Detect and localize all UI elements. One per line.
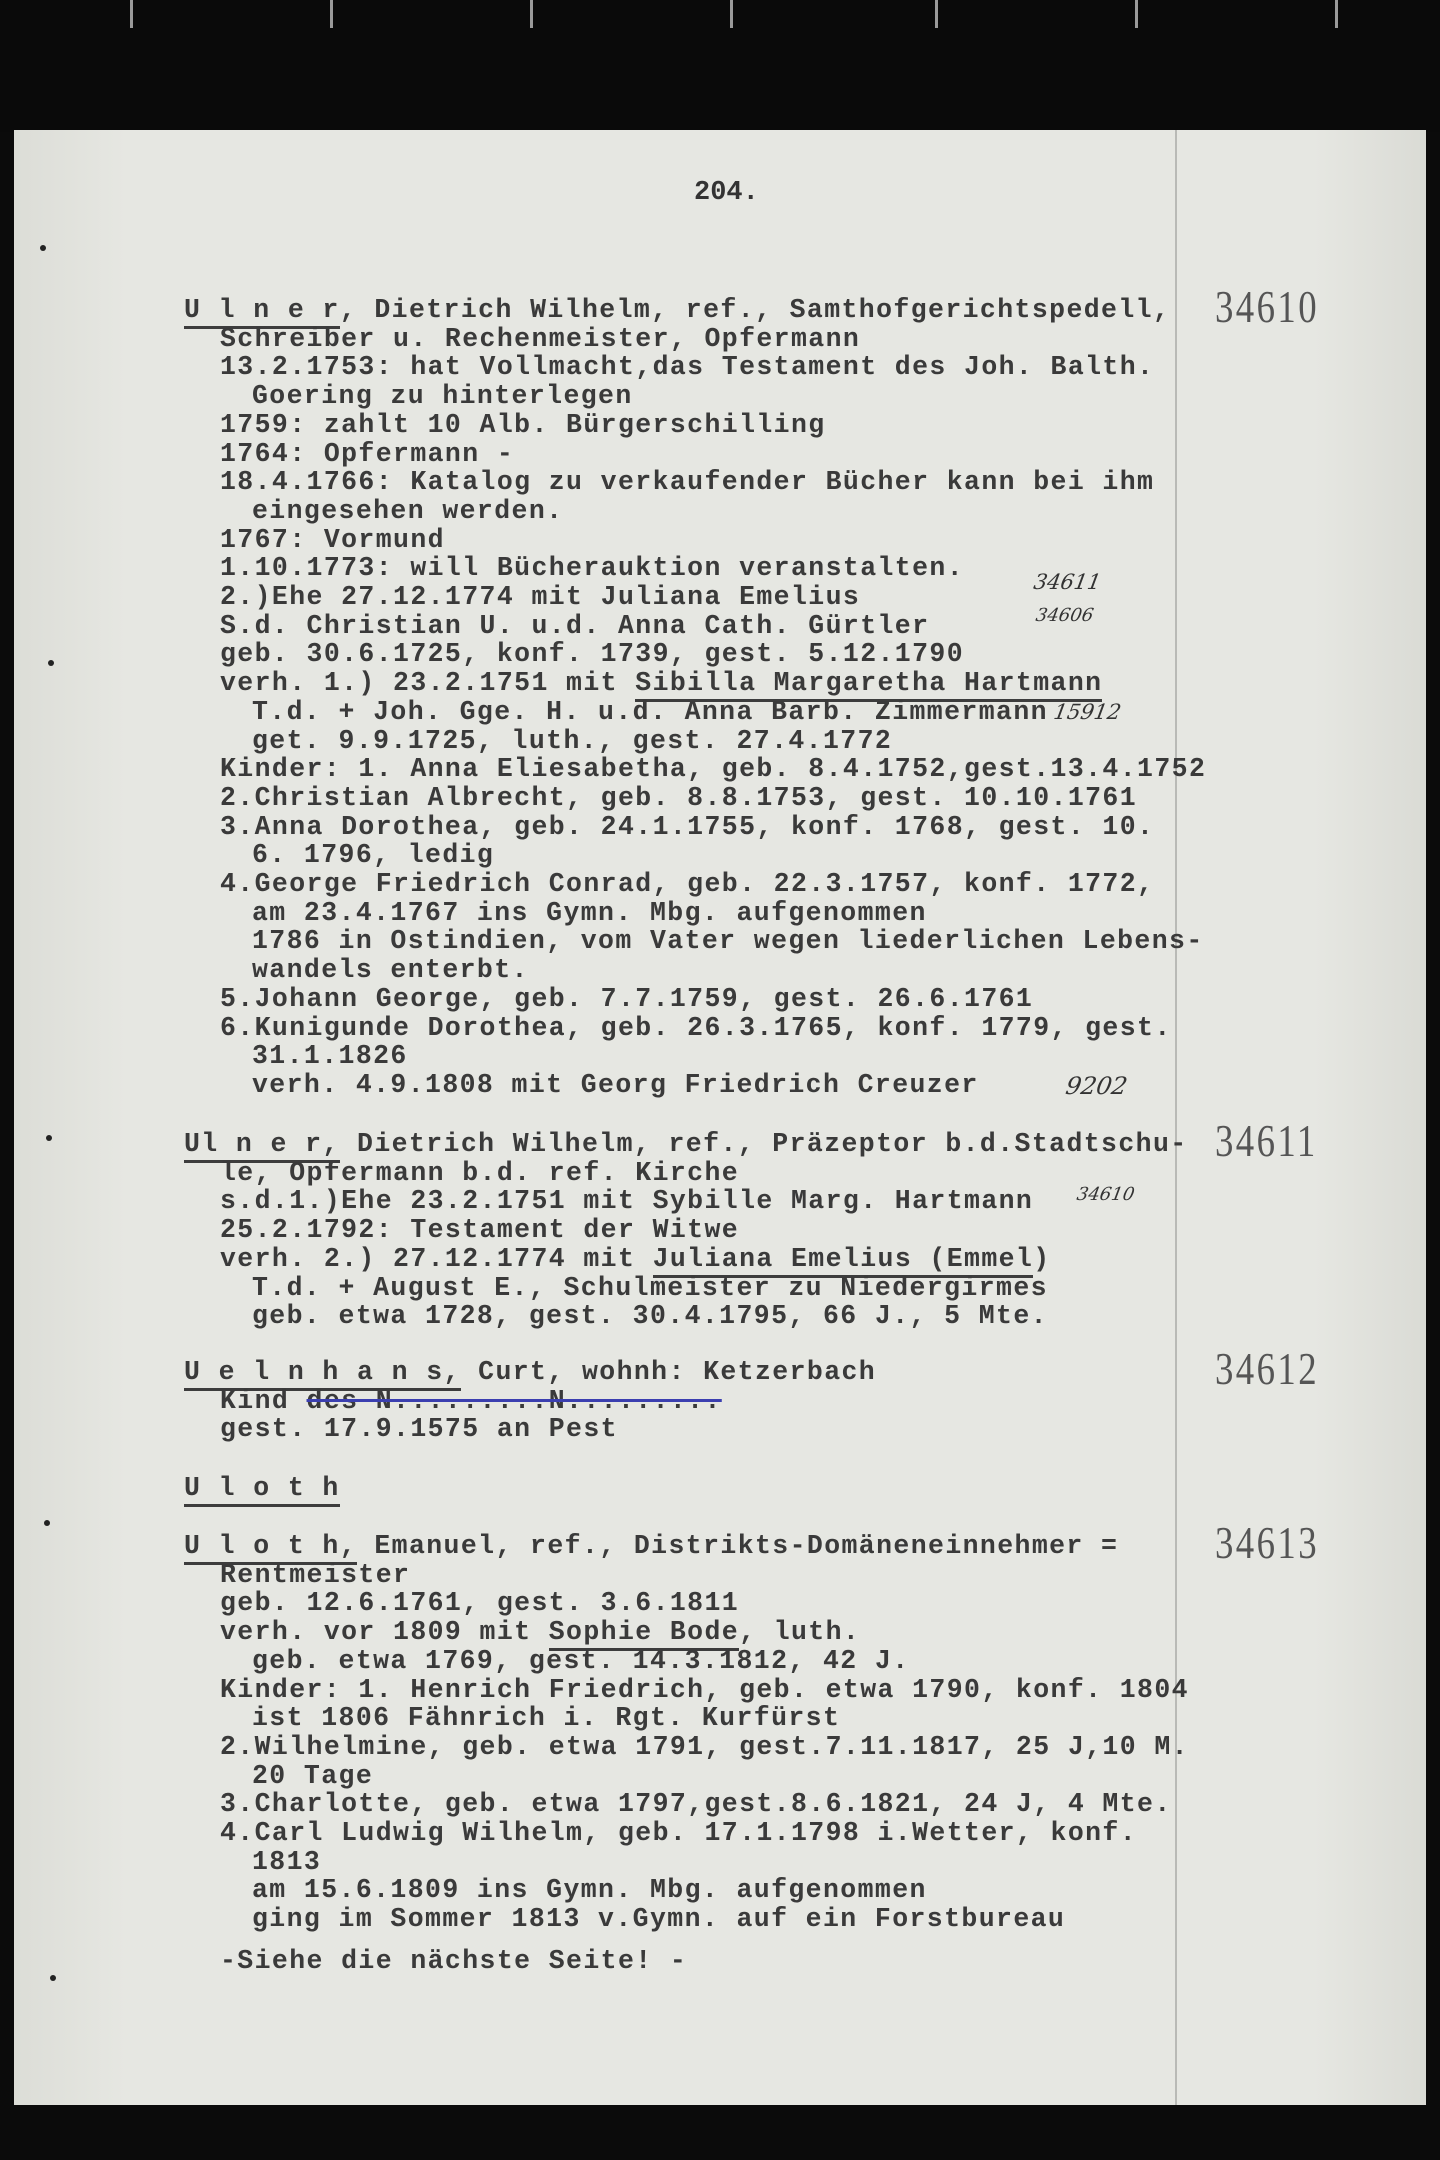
entry-text-line	[220, 669, 1102, 697]
entry-heading-line	[184, 296, 1170, 324]
entry-text-line	[252, 956, 529, 984]
entry-text-line	[220, 554, 964, 582]
text-segment: eingesehen werden.	[252, 495, 564, 526]
entry-heading-line	[184, 1358, 876, 1386]
text-segment: get. 9.9.1725, luth., gest. 27.4.1772	[252, 725, 893, 756]
text-segment: Curt, wohnh: Ketzerbach	[460, 1357, 877, 1387]
entry-text-line	[220, 640, 964, 668]
text-segment: geb. etwa 1769, gest. 14.3.1812, 42 J.	[252, 1645, 910, 1676]
text-segment: verh. 2.) 27.12.1774 mit	[220, 1243, 653, 1274]
underlined-name: U l n e r	[184, 295, 340, 329]
entry-text-line	[252, 698, 1048, 726]
entry-heading-line	[184, 1532, 1118, 1560]
text-segment: Goering zu hinterlegen	[252, 381, 633, 412]
punch-mark	[48, 660, 54, 666]
text-segment: s.d.1.)Ehe 23.2.1751 mit Sybille Marg. Hartmann	[220, 1186, 1034, 1217]
entry-text-line	[220, 1159, 739, 1187]
text-segment: 1.10.1773: will Bücherauktion veranstalten.	[220, 553, 965, 584]
text-segment: gest. 17.9.1575 an Pest	[220, 1414, 618, 1445]
text-segment: 1759: zahlt 10 Alb. Bürgerschilling	[220, 409, 826, 440]
handwritten-reference: 9202	[1063, 1072, 1130, 1100]
entry-text-line	[252, 1762, 373, 1790]
text-segment: 13.2.1753: hat Vollmacht,das Testament des Joh. Balth.	[220, 352, 1155, 383]
underlined-name: Sophie Bode	[549, 1617, 739, 1651]
entry-text-line	[220, 526, 445, 554]
text-segment: 6.Kunigunde Dorothea, geb. 26.3.1765, konf. 1779, gest.	[220, 1012, 1172, 1043]
border-tick	[730, 0, 733, 28]
border-tick	[130, 0, 133, 28]
entry-text-line	[220, 985, 1033, 1013]
text-segment: , luth.	[739, 1617, 861, 1648]
text-segment: Kinder: 1. Anna Eliesabetha, geb. 8.4.1752,gest.13.4.1752	[220, 754, 1207, 785]
text-segment: geb. etwa 1728, gest. 30.4.1795, 66 J., 5 Mte.	[252, 1301, 1048, 1332]
text-segment: 31.1.1826	[252, 1041, 408, 1072]
entry-text-line	[220, 1790, 1172, 1818]
entry-text-line	[252, 1302, 1048, 1330]
handwritten-reference: 34611	[1031, 570, 1103, 594]
text-segment: 4.George Friedrich Conrad, geb. 22.3.1757, konf. 1772,	[220, 869, 1155, 899]
entry-text-line	[220, 755, 1206, 783]
entry-text-line	[220, 1618, 860, 1646]
punch-mark	[44, 1520, 50, 1526]
entry-text-line	[220, 612, 929, 640]
text-segment: am 23.4.1767 ins Gymn. Mbg. aufgenommen	[252, 897, 927, 928]
text-segment: am 15.6.1809 ins Gymn. Mbg. aufgenommen	[252, 1875, 927, 1906]
entry-text-line	[252, 841, 494, 869]
entry-text-line	[252, 1071, 979, 1099]
text-segment: , Dietrich Wilhelm, ref., Samthofgerichtspedell,	[339, 295, 1171, 325]
entry-text-line	[220, 1589, 739, 1617]
struck-text: des N.........N.........	[306, 1385, 722, 1416]
text-segment: 4.Carl Ludwig Wilhelm, geb. 17.1.1798 i.Wetter, konf.	[220, 1818, 1138, 1848]
punch-mark	[50, 1975, 56, 1981]
entry-text-line	[220, 440, 514, 468]
text-segment: geb. 30.6.1725, konf. 1739, gest. 5.12.1790	[220, 639, 965, 670]
text-segment: T.d. + August E., Schulmeister zu Niedergirmes	[252, 1272, 1048, 1303]
border-tick	[935, 0, 938, 28]
text-segment: verh. 4.9.1808 mit Georg Friedrich Creuzer	[252, 1069, 979, 1100]
footer-note: -Siehe die nächste Seite! -	[220, 1946, 688, 1976]
entry-heading-line	[184, 1130, 1188, 1158]
entry-text-line	[220, 583, 860, 611]
underlined-name: U l o t h,	[184, 1531, 357, 1565]
text-segment: Kind	[220, 1385, 307, 1416]
text-segment: Emanuel, ref., Distrikts-Domäneneinnehmer =	[357, 1531, 1119, 1561]
entry-text-line	[220, 411, 826, 439]
text-segment: 25.2.1792: Testament der Witwe	[220, 1215, 740, 1246]
entry-text-line	[252, 927, 1204, 955]
punch-mark	[40, 245, 46, 251]
underlined-name: Sibilla Margaretha Hartmann	[635, 668, 1102, 702]
entry-text-line	[220, 1561, 410, 1589]
underlined-name: Juliana Emelius (Emmel	[653, 1244, 1034, 1278]
entry-text-line	[220, 353, 1154, 381]
entry-text-line	[252, 1905, 1065, 1933]
handwritten-reference: 34606	[1034, 605, 1096, 626]
entry-text-line	[220, 1387, 722, 1415]
entry-text-line	[252, 1274, 1048, 1302]
margin-rule	[1175, 130, 1177, 2105]
text-segment: Rentmeister	[220, 1559, 411, 1590]
text-segment: 2.Christian Albrecht, geb. 8.8.1753, gest. 10.10.1761	[220, 782, 1138, 813]
text-segment: )	[1033, 1243, 1051, 1274]
text-segment: 1767: Vormund	[220, 524, 445, 555]
text-segment: 1813	[252, 1846, 322, 1877]
text-segment: Kinder: 1. Henrich Friedrich, geb. etwa 1790, konf. 1804	[220, 1674, 1189, 1705]
entry-text-line	[220, 1216, 739, 1244]
entry-text-line	[220, 1733, 1189, 1761]
text-segment: T.d. + Joh. Gge. H. u.d. Anna Barb. Zimmermann	[252, 696, 1048, 727]
entry-text-line	[220, 1415, 618, 1443]
entry-text-line	[220, 325, 860, 353]
text-segment: Schreiber u. Rechenmeister, Opfermann	[220, 323, 861, 354]
text-segment: wandels enterbt.	[252, 955, 529, 986]
text-segment: 2.Wilhelmine, geb. etwa 1791, gest.7.11.1817, 25 J,10 M.	[220, 1731, 1189, 1762]
text-segment: verh. vor 1809 mit	[220, 1617, 549, 1648]
text-segment: 2.)Ehe 27.12.1774 mit Juliana Emelius	[220, 582, 861, 612]
entry-text-line	[220, 784, 1137, 812]
entry-heading-line	[184, 1474, 340, 1502]
entry-text-line	[220, 1819, 1137, 1847]
entry-text-line	[252, 497, 563, 525]
entry-text-line	[220, 870, 1154, 898]
text-segment: verh. 1.) 23.2.1751 mit	[220, 668, 636, 699]
entry-number: 34610	[1215, 281, 1319, 332]
entry-text-line	[220, 1014, 1172, 1042]
text-segment: 3.Anna Dorothea, geb. 24.1.1755, konf. 1768, gest. 10.	[220, 811, 1155, 842]
entry-text-line	[252, 1876, 927, 1904]
entry-number: 34611	[1215, 1115, 1318, 1166]
underlined-name: U e l n h a n s,	[184, 1357, 461, 1391]
text-segment: 20 Tage	[252, 1760, 374, 1791]
text-segment: 1786 in Ostindien, vom Vater wegen liederlichen Lebens-	[252, 926, 1204, 957]
underlined-name: Ul n e r,	[184, 1129, 340, 1163]
punch-mark	[46, 1135, 52, 1141]
text-segment: Dietrich Wilhelm, ref., Präzeptor b.d.Stadtschu-	[339, 1129, 1188, 1159]
entry-text-line	[220, 1187, 1033, 1215]
entry-text-line	[252, 1704, 840, 1732]
entry-text-line	[252, 382, 633, 410]
entry-text-line	[252, 1848, 321, 1876]
entry-text-line	[252, 727, 892, 755]
entry-text-line	[252, 1042, 408, 1070]
entry-text-line	[220, 1245, 1051, 1273]
text-segment: 1764: Opfermann -	[220, 438, 515, 469]
entry-text-line	[220, 813, 1154, 841]
text-segment: geb. 12.6.1761, gest. 3.6.1811	[220, 1588, 740, 1619]
entry-text-line	[220, 468, 1154, 496]
entry-number: 34613	[1215, 1517, 1319, 1568]
text-segment: 18.4.1766: Katalog zu verkaufender Bücher kann bei ihm	[220, 467, 1155, 498]
entry-number: 34612	[1215, 1343, 1319, 1394]
text-segment: 5.Johann George, geb. 7.7.1759, gest. 26.6.1761	[220, 983, 1034, 1014]
text-segment: ging im Sommer 1813 v.Gymn. auf ein Forstbureau	[252, 1904, 1066, 1935]
entry-text-line	[252, 1647, 910, 1675]
border-tick	[330, 0, 333, 28]
border-tick	[1135, 0, 1138, 28]
text-segment: le, Opfermann b.d. ref. Kirche	[220, 1157, 740, 1188]
text-segment: 6. 1796, ledig	[252, 840, 495, 871]
text-segment: S.d. Christian U. u.d. Anna Cath. Gürtler	[220, 610, 930, 641]
text-segment: 3.Charlotte, geb. etwa 1797,gest.8.6.1821, 24 J, 4 Mte.	[220, 1789, 1172, 1820]
entry-text-line	[252, 899, 927, 927]
border-tick	[530, 0, 533, 28]
border-tick	[1335, 0, 1338, 28]
entry-text-line	[220, 1676, 1189, 1704]
page-number: 204.	[694, 178, 759, 208]
underlined-name: U l o t h	[184, 1473, 340, 1507]
text-segment: ist 1806 Fähnrich i. Rgt. Kurfürst	[252, 1703, 841, 1734]
scanner-border-top	[0, 0, 1440, 132]
handwritten-reference: 15912	[1051, 700, 1123, 724]
handwritten-reference: 34610	[1075, 1184, 1137, 1205]
